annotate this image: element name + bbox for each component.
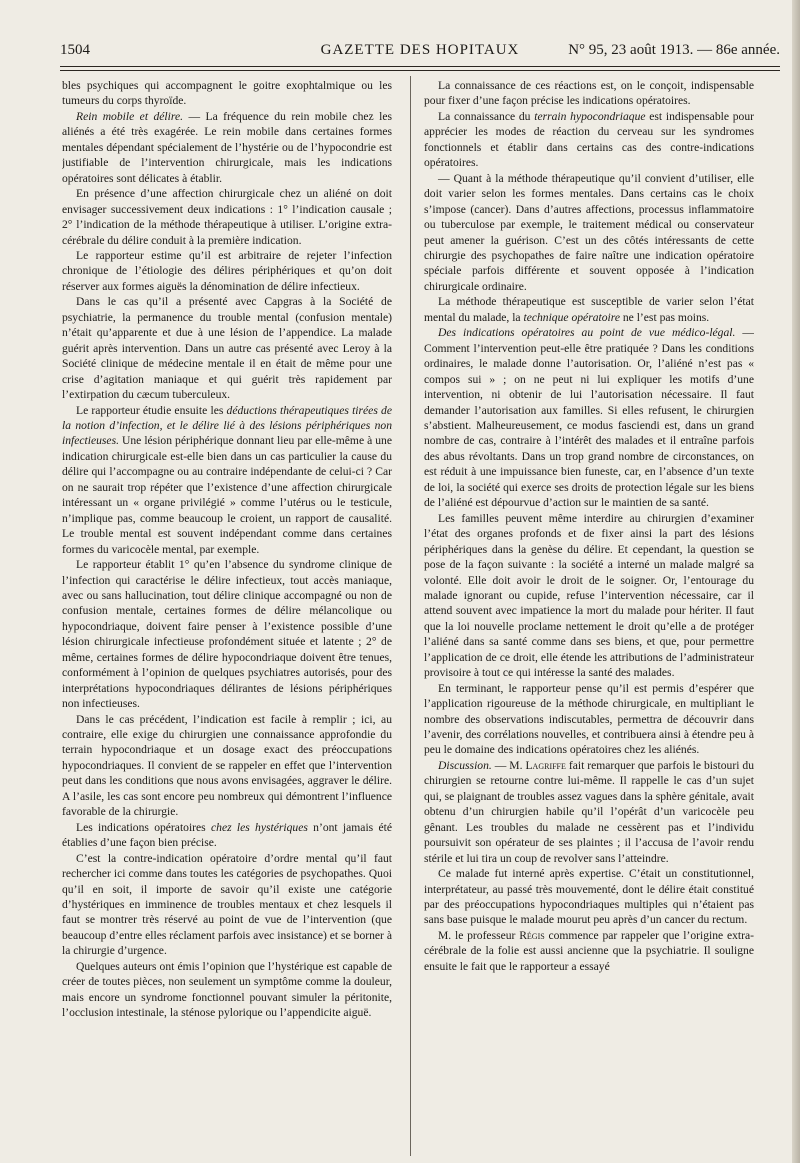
paragraph	[424, 758, 754, 866]
text-run: ne l’est pas moins.	[619, 310, 710, 324]
right-column	[424, 78, 754, 1153]
paragraph	[424, 294, 754, 325]
paragraph	[424, 866, 754, 928]
column-divider	[410, 76, 411, 1156]
italic-run: déductions thérapeutiques tirées de la notion d’infection, et le délire lié à des lésions périphériques non infectieuses.	[62, 403, 392, 448]
text-run: commence par rappeler que l’origine extra-cérébrale de la folie est aussi ancienne que la psychiatrie. Il souligne ensuite le fait que le rapporteur a essayé	[424, 928, 754, 973]
text-run: La connaissance du	[438, 109, 535, 123]
paragraph	[424, 511, 754, 681]
text-run: fait remarquer que parfois le bistouri du chirurgien se retourne contre lui-même. Il rappelle le cas d’un sujet qui, se plaignant de troubles assez vagues dans la sphère génitale, avait obtenu d’un chirurgien habile qu’il l’opérât d’un varicocèle peu gênant. Les troubles du malade ne cessèrent pas et l’individu poursuivit son opérateur de ses plaintes ; il l’accusa de l’avoir rendu stérile et lui tira un coup de revolver sans l’atteindre.	[424, 758, 754, 865]
journal-title: GAZETTE DES HOPITAUX	[320, 42, 520, 58]
header-rule-thin	[60, 70, 780, 71]
name-run: Régis	[519, 928, 545, 942]
paragraph	[424, 681, 754, 758]
paragraph	[62, 851, 392, 959]
text-run: — Quant à la méthode thérapeutique qu’il convient d’utiliser, elle doit varier selon les formes mentales. Dans certains cas le choix s’impose (cancer). Dans d’autres affections, processus inflammatoire ou tuberculose par exemple, le traitement médical ou conservateur peut amener la guérison. C’est un des côtés intéressants de cette chirurgie des psychopathes de faire naître une indication opératoire spéciale parfois différente et souvent opposée à l’indication chirurgicale ordinaire.	[424, 171, 754, 293]
italic-run: Rein mobile et délire.	[76, 109, 184, 123]
text-run: C’est la contre-indication opératoire d’ordre mental qu’il faut rechercher ici comme dans toutes les catégories de psychopathes. Quoi qu’il en soit, il importe de savoir qu’il existe une catégorie d’hystériques en imminence de troubles mentaux et chez lesquels il faut se montrer très réservé au point de vue de l’intervention (que beaucoup d’entre elles réclament parfois avec insistance) et se borner à la chirurgie d’urgence.	[62, 851, 392, 958]
text-run: — La fréquence du rein mobile chez les aliénés a été très exagérée. Le rein mobile dans certaines formes mentales dépendant spécialement de l’hystérie ou de l’hypocondrie est justifiable de l’intervention chirurgicale, mais les indications opératoires sont délicates à établir.	[62, 109, 392, 185]
header-rule	[60, 66, 780, 67]
italic-run: Discussion.	[438, 758, 492, 772]
paragraph	[424, 171, 754, 295]
text-run: Les indications opératoires	[76, 820, 211, 834]
italic-run: technique opératoire	[523, 310, 620, 324]
text-run: Ce malade fut interné après expertise. C’était un constitutionnel, interprétateur, au passé très mouvementé, dont le délire était constitué par des préoccupations hypocondriaques multiples qui n’étaient pas sans base puisque le malade mourut peu après d’un cancer du rectum.	[424, 867, 754, 927]
italic-run: chez les hystériques	[211, 820, 308, 834]
text-run: En présence d’une affection chirurgicale chez un aliéné on doit envisager successivement deux indications : 1° l’indication causale ; 2° l’indication de la méthode thérapeutique à utiliser. L’origine extra-cérébrale du délire conduit à la première indication.	[62, 187, 392, 247]
paragraph	[424, 78, 754, 109]
text-run: Le rapporteur étudie ensuite les	[76, 403, 227, 417]
text-run: n’ont jamais été établies d’une façon bien précise.	[62, 820, 392, 850]
paragraph	[62, 186, 392, 248]
text-run: Le rapporteur établit 1° qu’en l’absence du syndrome clinique de l’infection qui caractérise le délire infectieux, tout accès maniaque, avec ou sans hallucination, tout délire clinique accompagné ou non de confusion mentale, certaines formes de délire mélancolique ou hypocondriaque, doivent faire penser à l’existence possible d’une lésion chirurgicale infectieuse profondément située et latente ; 2° de même, certaines formes de délire hypocondriaque doivent être tenues, conformément à l’opinion de quelques psychiatres autorisés, pour des interprétations hypocondriaques délirantes de lésions périphériques non infectieuses.	[62, 558, 392, 711]
paragraph	[62, 248, 392, 294]
text-run: — M.	[491, 758, 526, 772]
text-run: bles psychiques qui accompagnent le goitre exophtalmique ou les tumeurs du corps thyroïde.	[62, 79, 392, 108]
text-run: Dans le cas précédent, l’indication est facile à remplir ; ici, au contraire, elle exige du chirurgien une connaissance approfondie du terrain hypocondriaque et un dosage exact des préoccupations hypocondriaques. Il convient de se rappeler en effet que l’intervention peut dans les conditions que nous avons envisagées, aggraver le délire. A l’asile, les cas sont encore peu nombreux qui démontrent l’influence favorable de la chirurgie.	[62, 712, 392, 819]
paragraph	[62, 557, 392, 712]
text-run: est indispensable pour apprécier les modes de réaction du cerveau sur les syndromes fonctionnels et établir dans certains cas des contre-indications opératoires.	[424, 109, 754, 170]
page-header	[60, 42, 780, 68]
paragraph	[424, 109, 754, 171]
paragraph	[424, 928, 754, 974]
issue-info: N° 95, 23 août 1913. — 86e année.	[568, 42, 780, 58]
italic-run: terrain hypocondriaque	[534, 109, 646, 123]
paragraph	[62, 820, 392, 851]
italic-run: Des indications opératoires au point de vue médico-légal.	[438, 326, 736, 340]
paragraph	[424, 325, 754, 510]
text-run: Le rapporteur estime qu’il est arbitraire de rejeter l’infection chronique de l’étiologie des délires périphériques et qu’on doit réserver aux formes aiguës la dénomination de délire infectieux.	[62, 248, 392, 293]
page-number: 1504	[60, 42, 90, 58]
paragraph	[62, 959, 392, 1021]
text-run: Dans le cas qu’il a présenté avec Capgras à la Société de psychiatrie, la permanence du trouble mental (confusion mentale) n’était qu’apparente et due à une lésion de l’appendice. La malade guérit après intervention. Dans un autre cas présenté avec Leroy à la Société clinique de médecine mentale il en était de même pour une crise d’agitation maniaque et qui guérit très rapidement par l’extirpation du cæcum tuberculeux.	[62, 295, 392, 402]
text-run: La méthode thérapeutique est susceptible de varier selon l’état mental du malade, la	[424, 295, 754, 324]
name-run: Lagriffe	[525, 758, 566, 772]
paragraph	[62, 78, 392, 109]
left-column	[62, 78, 392, 1153]
paragraph	[62, 109, 392, 186]
text-run: Une lésion périphérique donnant lieu par elle-même à une indication chirurgicale est-elle bien dans un cas particulier la cause du délire qui l’accompagne ou au contraire indépendante de celui-ci ? Car on ne saurait trop répéter que l’existence d’une affection chirurgicale intéressant un « organe privilégié » comme l’utérus ou le testicule, n’implique pas, comme beaucoup le croient, un rapport de causalité. Le trouble mental est souvent indépendant comme dans certaines formes du varicocèle mental, par exemple.	[62, 434, 392, 556]
text-run: La connaissance de ces réactions est, on le conçoit, indispensable pour fixer d’une façon précise les indications opératoires.	[424, 79, 754, 108]
text-run: Les familles peuvent même interdire au chirurgien d’examiner l’état des organes profonds et de fixer ainsi la part des lésions périphériques dans la genèse du délire. Et cependant, la question se pose de la façon suivante : la société a interné un malade malgré sa volonté. Elle doit avoir le droit de le soigner. Or, l’entourage du malade ignorant ou cupide, refuse l’intervention nécessaire, car il attend souvent avec impatience la mort du malade pour hériter. Il faut que la loi nouvelle proclame nettement le droit qu’elle a de protéger l’aliéné dans sa santé comme dans ses biens, et que, pour permettre l’application de ce droit, elle étende les attributions de l’administrateur provisoire à tout ce qui intéresse la santé des malades.	[424, 511, 754, 680]
paragraph	[62, 712, 392, 820]
paragraph	[62, 403, 392, 558]
text-run: M. le professeur	[438, 928, 520, 942]
text-run: — Comment l’intervention peut-elle être pratiquée ? Dans les conditions ordinaires, le malade donne l’autorisation. Or, l’aliéné n’est pas « compos sui » ; on ne peut ni lui expliquer les motifs d’une intervention, ni obtenir de lui l’autorisation nécessaire. Il faut demander l’autorisation aux familles. Si elles refusent, le chirurgien s’abstient. Malheureusement, ce modus fasciendi est, dans un grand nombre de cas, contraire à l’intérêt des malades et il entraîne parfois des abus révoltants. Dans un trop grand nombre de circonstances, on est réduit à une impuissance bien funeste, car, en l’absence d’un texte de loi, la société qui exerce ses droits de protection légale sur les biens de l’aliéné est dépourvue d’action sur le maintien de sa santé.	[424, 326, 754, 510]
text-run: Quelques auteurs ont émis l’opinion que l’hystérique est capable de créer de toutes pièces, non seulement un symptôme comme la douleur, mais encore un syndrome fonctionnel pouvant simuler la péritonite, l’occlusion intestinale, la sténose pylorique ou l’appendicite aiguë.	[62, 959, 392, 1020]
text-run: En terminant, le rapporteur pense qu’il est permis d’espérer que l’application rigoureuse de la méthode chirurgicale, en multipliant le nombre des observations indiscutables, permettra de découvrir dans l’avenir, des corrélations nouvelles, et contribuera ainsi à étendre peu à peu le domaine des indications opératoires chez les aliénés.	[424, 681, 754, 757]
paragraph	[62, 294, 392, 402]
page-edge	[792, 0, 800, 1163]
